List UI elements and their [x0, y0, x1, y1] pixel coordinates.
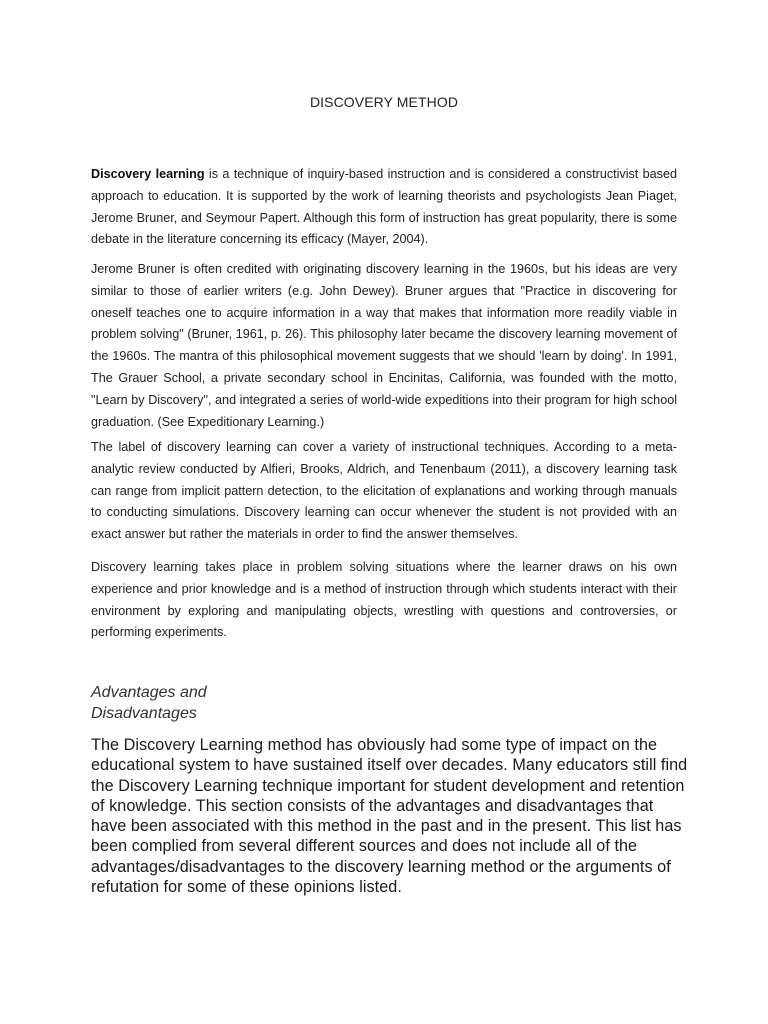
bold-term: Discovery learning [91, 167, 205, 181]
paragraph-problem-solving: Discovery learning takes place in problem solving situations where the learner draws on his own experience and prior knowledge and is a method of instruction through which students interact with their environment by exploring and manipulating objects, wrestling with questions and controversies, or performing experiments. [91, 560, 677, 640]
paragraph-intro [91, 164, 677, 251]
paragraph-techniques: The label of discovery learning can cover a variety of instructional techniques. According to a meta-analytic review conducted by Alfieri, Brooks, Aldrich, and Tenenbaum (2011), a discovery learning task can range from implicit pattern detection, to the elicitation of explanations and working through manuals to conducting simulations. Discovery learning can occur whenever the student is not provided with an exact answer but rather the materials in order to find the answer themselves. [91, 440, 677, 542]
section-paragraph: The Discovery Learning method has obviously had some type of impact on the educational system to have sustained itself over decades. Many educators still find the Discovery Learning technique important for student development and retention of knowledge. This section consists of the advantages and disadvantages that have been associated with this method in the past and in the present. This list has been complied from several different sources and does not include all of the advantages/disadvantages to the discovery learning method or the arguments of refutation for some of these opinions listed. [91, 736, 688, 897]
section-heading: Advantages and Disadvantages [91, 684, 207, 722]
paragraph-intro-text: is a technique of inquiry-based instruction and is considered a constructivist based approach to education. It is supported by the work of learning theorists and psychologists Jean Piaget, Jerome Bruner, and Seymour Papert. Although this form of instruction has great popularity, there is some debate in the literature concerning its efficacy (Mayer, 2004). [91, 167, 677, 247]
paragraph-bruner: Jerome Bruner is often credited with originating discovery learning in the 1960s, but his ideas are very similar to those of earlier writers (e.g. John Dewey). Bruner argues that "Practice in discovering for oneself teaches one to acquire information in a way that makes that information more readily viable in problem solving" (Bruner, 1961, p. 26). This philosophy later became the discovery learning movement of the 1960s. The mantra of this philosophical movement suggests that we should 'learn by doing'. In 1991, The Grauer School, a private secondary school in Encinitas, California, was founded with the motto, "Learn by Discovery", and integrated a series of world-wide expeditions into their program for high school graduation. (See Expeditionary Learning.) [91, 262, 677, 429]
document-title: DISCOVERY METHOD [309, 94, 459, 110]
